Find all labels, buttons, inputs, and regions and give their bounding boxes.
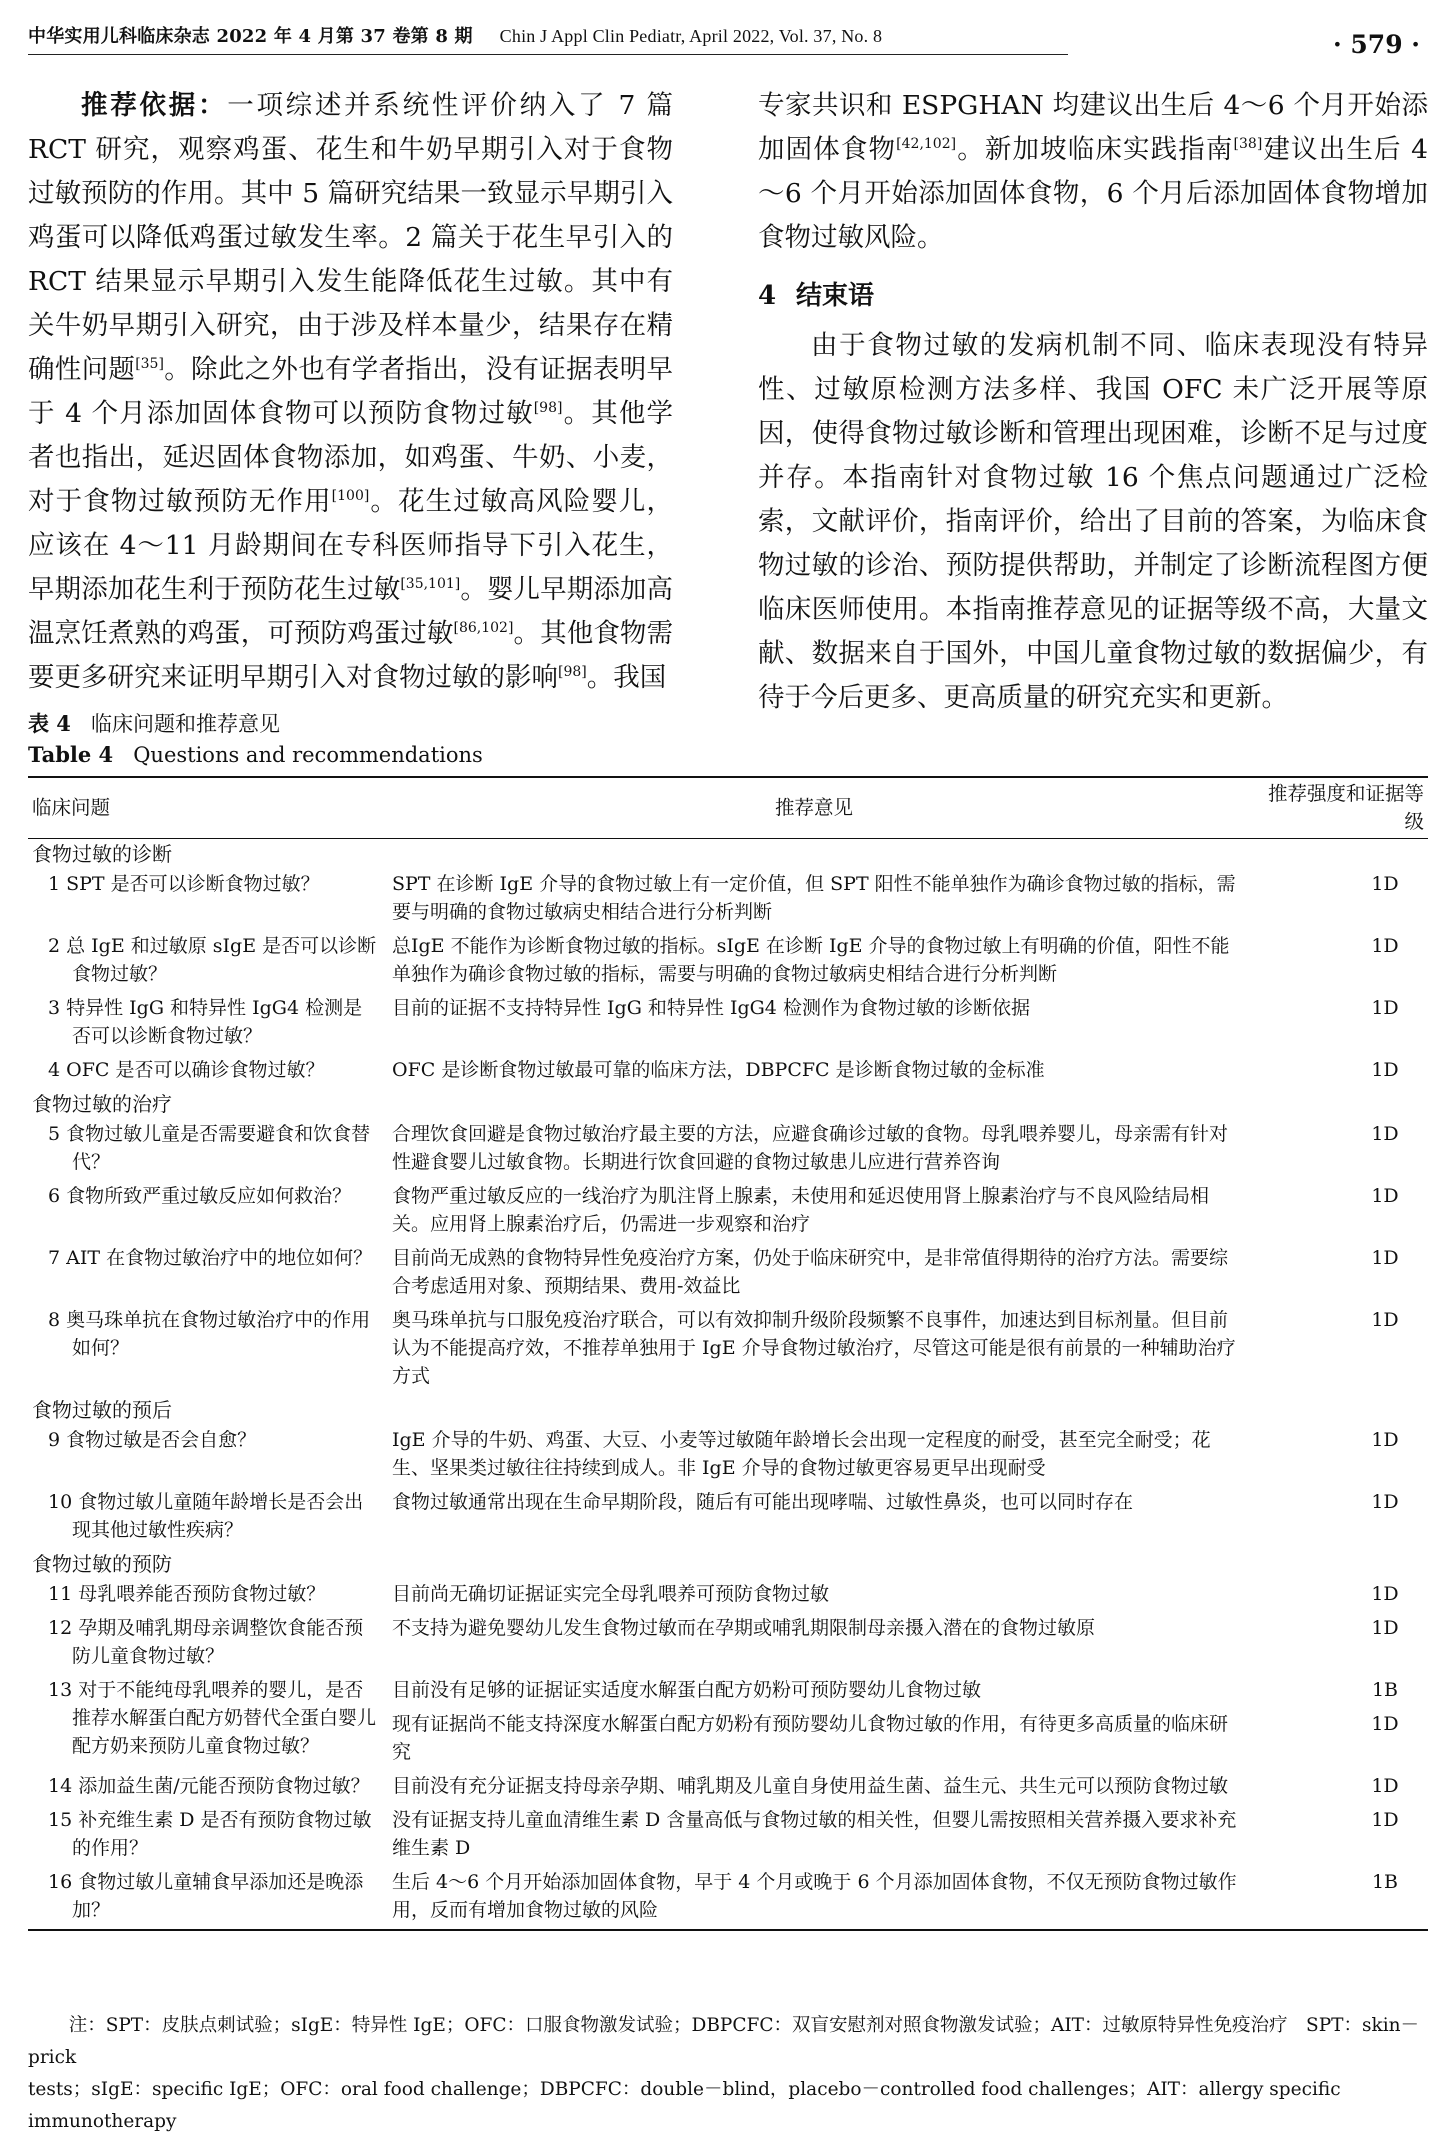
question-text: 15 补充维生素 D 是否有预防食物过敏的作用？ [48, 1809, 372, 1859]
grade-cell: 1D [1371, 1713, 1399, 1735]
recommendation-cell: OFC 是诊断食物过敏最可靠的临床方法，DBPCFC 是诊断食物过敏的金标准 [392, 1059, 1045, 1081]
grade-cell: 1D [1371, 935, 1399, 957]
recommendation-cell: 食物严重过敏反应的一线治疗为肌注肾上腺素，未使用和延迟使用肾上腺素治疗与不良风险结局相关。应用肾上腺素治疗后，仍需进一步观察和治疗 [392, 1185, 1210, 1235]
question-text: 6 食物所致严重过敏反应如何救治？ [48, 1185, 352, 1207]
citation-ref: [86,102] [453, 620, 514, 636]
question-text: 1 SPT 是否可以诊断食物过敏？ [48, 873, 320, 895]
question-text: 10 食物过敏儿童随年龄增长是否会出现其他过敏性疾病？ [48, 1491, 364, 1541]
header-question: 临床问题 [28, 777, 382, 839]
recommendation-basis-text: 一项综述并系统性评价纳入了 7 篇 RCT 研究，观察鸡蛋、花生和牛奶早期引入对于食物过敏预防的作用。其中 5 篇研究结果一致显示早期引入鸡蛋可以降低鸡蛋过敏发生率。2 篇关于花生早引入的 RCT 结果显示早期引入发生能降低花生过敏。其中有关牛奶早期引入研究，由于涉及样本量少，结果存在精确性问题[35]。除此之外也有学者指出，没有证据表明早于 4 个月添加固体食物可以预防食物过敏[98]。其他学者也指出，延迟固体食物添加，如鸡蛋、牛奶、小麦，对于食物过敏预防无作用[100]。花生过敏高风险婴儿，应该在 4～11 月龄期间在专科医师指导下引入花生，早期添加花生利于预防花生过敏[35,101]。婴儿早期添加高温烹饪煮熟的鸡蛋，可预防鸡蛋过敏[86,102]。其他食物需要更多研究来证明早期引入对食物过敏的影响[98]。我国 [28, 90, 674, 693]
table-row [28, 1487, 1428, 1549]
recommendation-cell: 目前没有充分证据支持母亲孕期、哺乳期及儿童自身使用益生菌、益生元、共生元可以预防食物过敏 [392, 1775, 1229, 1797]
question-cell [28, 1243, 382, 1305]
grade-cell: 1D [1371, 1247, 1399, 1269]
right-column [758, 84, 1428, 720]
table-row [28, 869, 1428, 931]
table-note-line-1: 注：SPT：皮肤点刺试验；sIgE：特异性 IgE；OFC：口服食物激发试验；DBPCFC：双盲安慰剂对照食物激发试验；AIT：过敏原特异性免疫治疗 SPT：skin－prick [28, 2015, 1420, 2068]
question-cell [28, 1805, 382, 1867]
recommendation-cell: 不支持为避免婴幼儿发生食物过敏而在孕期或哺乳期限制母亲摄入潜在的食物过敏原 [392, 1617, 1096, 1639]
table-caption-en-text: Questions and recommendations [133, 743, 483, 767]
recommendation-cell: 目前的证据不支持特异性 IgG 和特异性 IgG4 检测作为食物过敏的诊断依据 [392, 997, 1030, 1019]
question-cell [28, 1181, 382, 1243]
group-title: 食物过敏的预防 [32, 1552, 172, 1576]
recommendation-cell: 目前尚无确切证据证实完全母乳喂养可预防食物过敏 [392, 1583, 830, 1605]
grade-cell: 1D [1371, 1309, 1399, 1331]
table-row [28, 1579, 1428, 1613]
table-caption-cn-label: 表 4 [28, 711, 71, 736]
question-cell [28, 1675, 382, 1771]
table-row [28, 993, 1428, 1055]
table-group-row [28, 1549, 1428, 1579]
recommendation-basis-label: 推荐依据： [81, 90, 228, 121]
page-number: · 579 · [1333, 30, 1420, 59]
recommendation-cell: 生后 4～6 个月开始添加固体食物，早于 4 个月或晚于 6 个月添加固体食物，不仅无预防食物过敏作用，反而有增加食物过敏的风险 [392, 1871, 1237, 1921]
questions-recommendations-table [28, 776, 1428, 1931]
grade-cell: 1D [1371, 873, 1399, 895]
question-text: 14 添加益生菌/元能否预防食物过敏？ [48, 1775, 370, 1797]
section-number: 4 [758, 281, 777, 311]
citation-ref: [35] [135, 356, 164, 372]
table-row [28, 1119, 1428, 1181]
table-body [28, 839, 1428, 1931]
running-header [28, 22, 1068, 55]
recommendation-cell: 食物过敏通常出现在生命早期阶段，随后有可能出现哮喘、过敏性鼻炎，也可以同时存在 [392, 1491, 1134, 1513]
table-caption-cn [28, 708, 280, 738]
group-title: 食物过敏的治疗 [32, 1092, 172, 1116]
recommendation-cell: 现有证据尚不能支持深度水解蛋白配方奶粉有预防婴幼儿食物过敏的作用，有待更多高质量的临床研究 [392, 1713, 1229, 1763]
question-cell [28, 1055, 382, 1089]
grade-cell: 1D [1371, 1429, 1399, 1451]
section-title: 结束语 [796, 281, 875, 311]
citation-ref: [98] [558, 664, 587, 680]
table-row [28, 1181, 1428, 1243]
table-group-row [28, 839, 1428, 870]
table-row [28, 1675, 1428, 1709]
conclusion-paragraph: 由于食物过敏的发病机制不同、临床表现没有特异性、过敏原检测方法多样、我国 OFC 未广泛开展等原因，使得食物过敏诊断和管理出现困难，诊断不足与过度并存。本指南针对食物过敏 16 个焦点问题通过广泛检索，文献评价，指南评价，给出了目前的答案，为临床食物过敏的诊治、预防提供帮助，并制定了诊断流程图方便临床医师使用。本指南推荐意见的证据等级不高，大量文献、数据来自于国外，中国儿童食物过敏的数据偏少，有待于今后更多、更高质量的研究充实和更新。 [758, 330, 1428, 713]
group-title: 食物过敏的预后 [32, 1398, 172, 1422]
question-cell [28, 1119, 382, 1181]
table-row [28, 931, 1428, 993]
recommendation-cell: 没有证据支持儿童血清维生素 D 含量高低与食物过敏的相关性，但婴儿需按照相关营养摄入要求补充维生素 D [392, 1809, 1237, 1859]
continuation-paragraph: 专家共识和 ESPGHAN 均建议出生后 4～6 个月开始添加固体食物[42,102]。新加坡临床实践指南[38]建议出生后 4～6 个月开始添加固体食物，6 个月后添加固体食物增加食物过敏风险。 [758, 90, 1429, 253]
journal-title-en: Chin J Appl Clin Pediatr, April 2022, Vol. 37, No. 8 [499, 26, 883, 46]
citation-ref: [100] [331, 488, 370, 504]
table-row [28, 1425, 1428, 1487]
table-caption-en-label: Table 4 [28, 742, 114, 767]
header-grade: 推荐强度和证据等级 [1246, 777, 1428, 839]
question-cell [28, 931, 382, 993]
table-caption-cn-text: 临床问题和推荐意见 [90, 712, 280, 736]
table-group-row [28, 1089, 1428, 1119]
table-row [28, 1305, 1428, 1395]
question-text: 11 母乳喂养能否预防食物过敏？ [48, 1583, 326, 1605]
question-text: 5 食物过敏儿童是否需要避食和饮食替代？ [48, 1123, 371, 1173]
grade-cell: 1D [1371, 997, 1399, 1019]
question-cell [28, 1425, 382, 1487]
header-recommendation: 推荐意见 [382, 777, 1246, 839]
question-cell [28, 993, 382, 1055]
question-text: 9 食物过敏是否会自愈？ [48, 1429, 257, 1451]
left-column [28, 84, 673, 700]
section-heading [758, 274, 1428, 318]
grade-cell: 1D [1371, 1617, 1399, 1639]
question-text: 12 孕期及哺乳期母亲调整饮食能否预防儿童食物过敏？ [48, 1617, 364, 1667]
question-cell [28, 869, 382, 931]
table-caption-en [28, 742, 483, 767]
question-cell [28, 1771, 382, 1805]
table-row [28, 1805, 1428, 1867]
table-group-row [28, 1395, 1428, 1425]
question-text: 13 对于不能纯母乳喂养的婴儿，是否推荐水解蛋白配方奶替代全蛋白婴儿配方奶来预防儿童食物过敏？ [48, 1679, 377, 1757]
recommendation-cell: 目前没有足够的证据证实适度水解蛋白配方奶粉可预防婴幼儿食物过敏 [392, 1679, 982, 1701]
question-cell [28, 1305, 382, 1395]
table-row [28, 1613, 1428, 1675]
question-cell [28, 1579, 382, 1613]
grade-cell: 1D [1371, 1583, 1399, 1605]
question-text: 3 特异性 IgG 和特异性 IgG4 检测是否可以诊断食物过敏？ [48, 997, 363, 1047]
table-header-row [28, 777, 1428, 839]
citation-ref: [98] [533, 400, 563, 416]
recommendation-cell: 合理饮食回避是食物过敏治疗最主要的方法，应避食确诊过敏的食物。母乳喂养婴儿，母亲需有针对性避食婴儿过敏食物。长期进行饮食回避的食物过敏患儿应进行营养咨询 [392, 1123, 1229, 1173]
question-text: 2 总 IgE 和过敏原 sIgE 是否可以诊断食物过敏？ [48, 935, 377, 985]
question-cell [28, 1487, 382, 1549]
citation-ref: [38] [1233, 136, 1263, 152]
grade-cell: 1D [1371, 1775, 1399, 1797]
grade-cell: 1B [1371, 1679, 1399, 1701]
citation-ref: [35,101] [400, 576, 461, 592]
question-cell [28, 1867, 382, 1930]
table-row [28, 1771, 1428, 1805]
question-cell [28, 1613, 382, 1675]
grade-cell: 1D [1371, 1123, 1399, 1145]
question-text: 16 食物过敏儿童辅食早添加还是晚添加？ [48, 1871, 364, 1921]
grade-cell: 1D [1371, 1491, 1399, 1513]
table-row [28, 1867, 1428, 1930]
grade-cell: 1D [1371, 1185, 1399, 1207]
question-text: 4 OFC 是否可以确诊食物过敏？ [48, 1059, 325, 1081]
table-row [28, 1243, 1428, 1305]
table-note [28, 2010, 1428, 2138]
grade-cell: 1D [1371, 1809, 1399, 1831]
grade-cell: 1D [1371, 1059, 1399, 1081]
question-text: 8 奥马珠单抗在食物过敏治疗中的作用如何？ [48, 1309, 371, 1359]
recommendation-basis-paragraph [28, 84, 673, 700]
table-row [28, 1055, 1428, 1089]
grade-cell: 1B [1371, 1871, 1399, 1893]
table-note-line-2: tests；sIgE：specific IgE；OFC：oral food challenge；DBPCFC：double－blind，placebo－controlled food challenges；AIT：allergy specific immunotherapy [28, 2079, 1341, 2132]
citation-ref: [42,102] [896, 136, 957, 152]
question-text: 7 AIT 在食物过敏治疗中的地位如何？ [48, 1247, 373, 1269]
group-title: 食物过敏的诊断 [32, 842, 172, 866]
recommendation-cell: 目前尚无成熟的食物特异性免疫治疗方案，仍处于临床研究中，是非常值得期待的治疗方法。需要综合考虑适用对象、预期结果、费用-效益比 [392, 1247, 1229, 1297]
recommendation-cell: 奥马珠单抗与口服免疫治疗联合，可以有效抑制升级阶段频繁不良事件，加速达到目标剂量。但目前认为不能提高疗效，不推荐单独用于 IgE 介导食物过敏治疗，尽管这可能是很有前景的一种辅助治疗方式 [392, 1309, 1236, 1387]
recommendation-cell: SPT 在诊断 IgE 介导的食物过敏上有一定价值，但 SPT 阳性不能单独作为确诊食物过敏的指标，需要与明确的食物过敏病史相结合进行分析判断 [392, 873, 1236, 923]
recommendation-cell: IgE 介导的牛奶、鸡蛋、大豆、小麦等过敏随年龄增长会出现一定程度的耐受，甚至完全耐受；花生、坚果类过敏往往持续到成人。非 IgE 介导的食物过敏更容易更早出现耐受 [392, 1429, 1211, 1479]
journal-title-cn: 中华实用儿科临床杂志 2022 年 4 月第 37 卷第 8 期 [28, 26, 473, 47]
recommendation-cell: 总IgE 不能作为诊断食物过敏的指标。sIgE 在诊断 IgE 介导的食物过敏上有明确的价值，阳性不能单独作为确诊食物过敏的指标，需要与明确的食物过敏病史相结合进行分析判断 [392, 935, 1230, 985]
